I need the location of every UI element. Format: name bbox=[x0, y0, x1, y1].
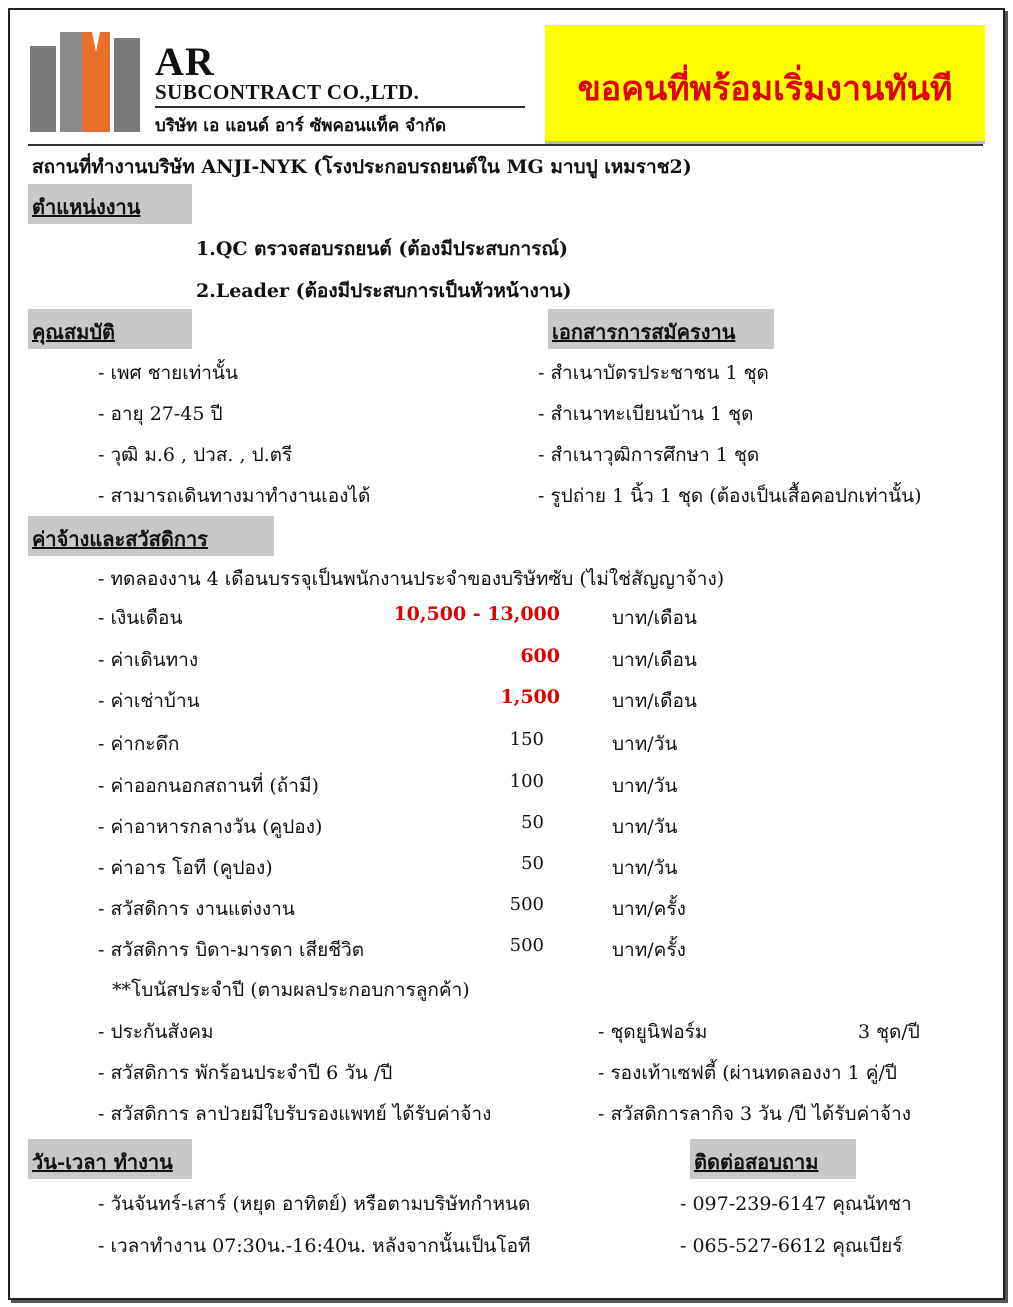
welfare-row-unit: บาท/วัน bbox=[612, 857, 678, 879]
welfare-row-label: - เงินเดือน bbox=[98, 607, 183, 629]
qualification-item: - อายุ 27-45 ปี bbox=[98, 403, 223, 425]
qualification-item: - วุฒิ ม.6 , ปวส. , ป.ตรี bbox=[98, 444, 293, 466]
documents-section-header bbox=[548, 309, 774, 349]
welfare-row-amount: 600 bbox=[520, 645, 560, 667]
contact-phone[interactable]: - 065-527-6612 คุณเบียร์ bbox=[680, 1235, 903, 1257]
welfare-row-label: - ค่าอาหารกลางวัน (คูปอง) bbox=[98, 816, 323, 838]
schedule-item: - เวลาทำงาน 07:30น.-16:40น. หลังจากนั้นเป็นโอที bbox=[98, 1235, 531, 1257]
uniform-quantity: 3 ชุด/ปี bbox=[858, 1021, 920, 1043]
welfare-extra-item: - สวัสดิการ ลาป่วยมีใบรับรองแพทย์ ได้รับค่าจ้าง bbox=[98, 1103, 492, 1125]
welfare-row-unit: บาท/ครั้ง bbox=[612, 898, 686, 920]
welfare-row-unit: บาท/วัน bbox=[612, 733, 678, 755]
contact-phone[interactable]: - 097-239-6147 คุณนัทชา bbox=[680, 1193, 912, 1215]
schedule-title: วัน-เวลา ทำงาน bbox=[32, 1150, 173, 1174]
welfare-row-label: - ค่าเช่าบ้าน bbox=[98, 690, 200, 712]
positions-title: ตำแหน่งงาน bbox=[32, 195, 141, 219]
banner-text: ขอคนที่พร้อมเริ่มงานทันที bbox=[577, 69, 953, 109]
welfare-row-label: - สวัสดิการ บิดา-มารดา เสียชีวิต bbox=[98, 939, 365, 961]
contact-title: ติดต่อสอบถาม bbox=[694, 1150, 819, 1174]
documents-title: เอกสารการสมัครงาน bbox=[552, 320, 736, 344]
welfare-row-amount: 100 bbox=[509, 771, 544, 792]
workplace-text: สถานที่ทำงานบริษัท ANJI-NYK (โรงประกอบรถยนต์ใน MG มาบปู เหมราช2) bbox=[32, 156, 692, 178]
header-rule bbox=[28, 144, 983, 146]
positions-section-header bbox=[28, 184, 192, 224]
company-thai-name: บริษัท เอ แอนด์ อาร์ ซัพคอนแท็ค จำกัด bbox=[155, 116, 446, 136]
welfare-row-label: - ค่ากะดึก bbox=[98, 733, 180, 755]
document-item: - สำเนาบัตรประชาชน 1 ชุด bbox=[538, 362, 769, 384]
welfare-row-unit: บาท/เดือน bbox=[612, 690, 697, 712]
welfare-extra-item: - รองเท้าเซฟตี้ (ผ่านทดลองงา 1 คู่/ปี bbox=[598, 1062, 897, 1084]
document-item: - รูปถ่าย 1 นิ้ว 1 ชุด (ต้องเป็นเสื้อคอปกเท่านั้น) bbox=[538, 485, 922, 507]
hiring-banner bbox=[545, 25, 985, 144]
welfare-row-amount: 50 bbox=[521, 853, 544, 874]
position-item: 1.QC ตรวจสอบรถยนต์ (ต้องมีประสบการณ์) bbox=[196, 238, 568, 260]
company-logo bbox=[30, 32, 142, 132]
welfare-row-unit: บาท/เดือน bbox=[612, 649, 697, 671]
qualification-item: - เพศ ชายเท่านั้น bbox=[98, 362, 238, 384]
welfare-row-amount: 1,500 bbox=[500, 686, 560, 708]
welfare-row-unit: บาท/วัน bbox=[612, 816, 678, 838]
welfare-row-amount: 50 bbox=[521, 812, 544, 833]
qualifications-section-header bbox=[28, 309, 192, 349]
document-item: - สำเนาวุฒิการศึกษา 1 ชุด bbox=[538, 444, 760, 466]
welfare-row-unit: บาท/วัน bbox=[612, 775, 678, 797]
qualification-item: - สามารถเดินทางมาทำงานเองได้ bbox=[98, 485, 371, 507]
welfare-row-label: - ค่าออกนอกสถานที่ (ถ้ามี) bbox=[98, 775, 319, 797]
company-name: SUBCONTRACT CO.,LTD. bbox=[155, 80, 420, 104]
welfare-row-amount: 500 bbox=[509, 894, 544, 915]
welfare-row-unit: บาท/ครั้ง bbox=[612, 939, 686, 961]
welfare-extra-item: - ชุดยูนิฟอร์ม bbox=[598, 1021, 708, 1043]
welfare-row-label: - ค่าอาร โอที (คูปอง) bbox=[98, 857, 273, 879]
position-item: 2.Leader (ต้องมีประสบการเป็นหัวหน้างาน) bbox=[196, 280, 572, 302]
welfare-row-amount: 500 bbox=[509, 935, 544, 956]
welfare-extra-item: - สวัสดิการ พักร้อนประจำปี 6 วัน /ปี bbox=[98, 1062, 393, 1084]
welfare-intro: - ทดลองงาน 4 เดือนบรรจุเป็นพนักงานประจำของบริษัทซับ (ไม่ใช่สัญญาจ้าง) bbox=[98, 568, 725, 590]
welfare-row-amount: 10,500 - 13,000 bbox=[393, 603, 560, 625]
schedule-item: - วันจันทร์-เสาร์ (หยุด อาทิตย์) หรือตามบริษัทกำหนด bbox=[98, 1193, 531, 1215]
welfare-extra-item: - ประกันสังคม bbox=[98, 1021, 214, 1043]
welfare-extra-item: - สวัสดิการลากิจ 3 วัน /ปี ได้รับค่าจ้าง bbox=[598, 1103, 911, 1125]
logo-divider bbox=[155, 106, 525, 108]
bonus-text: **โบนัสประจำปี (ตามผลประกอบการลูกค้า) bbox=[112, 979, 470, 1001]
company-short-name: AR bbox=[155, 39, 215, 84]
welfare-row-label: - สวัสดิการ งานแต่งงาน bbox=[98, 898, 295, 920]
welfare-section-header bbox=[28, 516, 274, 556]
welfare-row-unit: บาท/เดือน bbox=[612, 607, 697, 629]
welfare-row-amount: 150 bbox=[509, 729, 544, 750]
contact-section-header bbox=[690, 1139, 856, 1179]
welfare-row-label: - ค่าเดินทาง bbox=[98, 649, 199, 671]
document-item: - สำเนาทะเบียนบ้าน 1 ชุด bbox=[538, 403, 754, 425]
welfare-title: ค่าจ้างและสวัสดิการ bbox=[32, 527, 208, 551]
schedule-section-header bbox=[28, 1139, 192, 1179]
qualifications-title: คุณสมบัติ bbox=[32, 320, 116, 344]
